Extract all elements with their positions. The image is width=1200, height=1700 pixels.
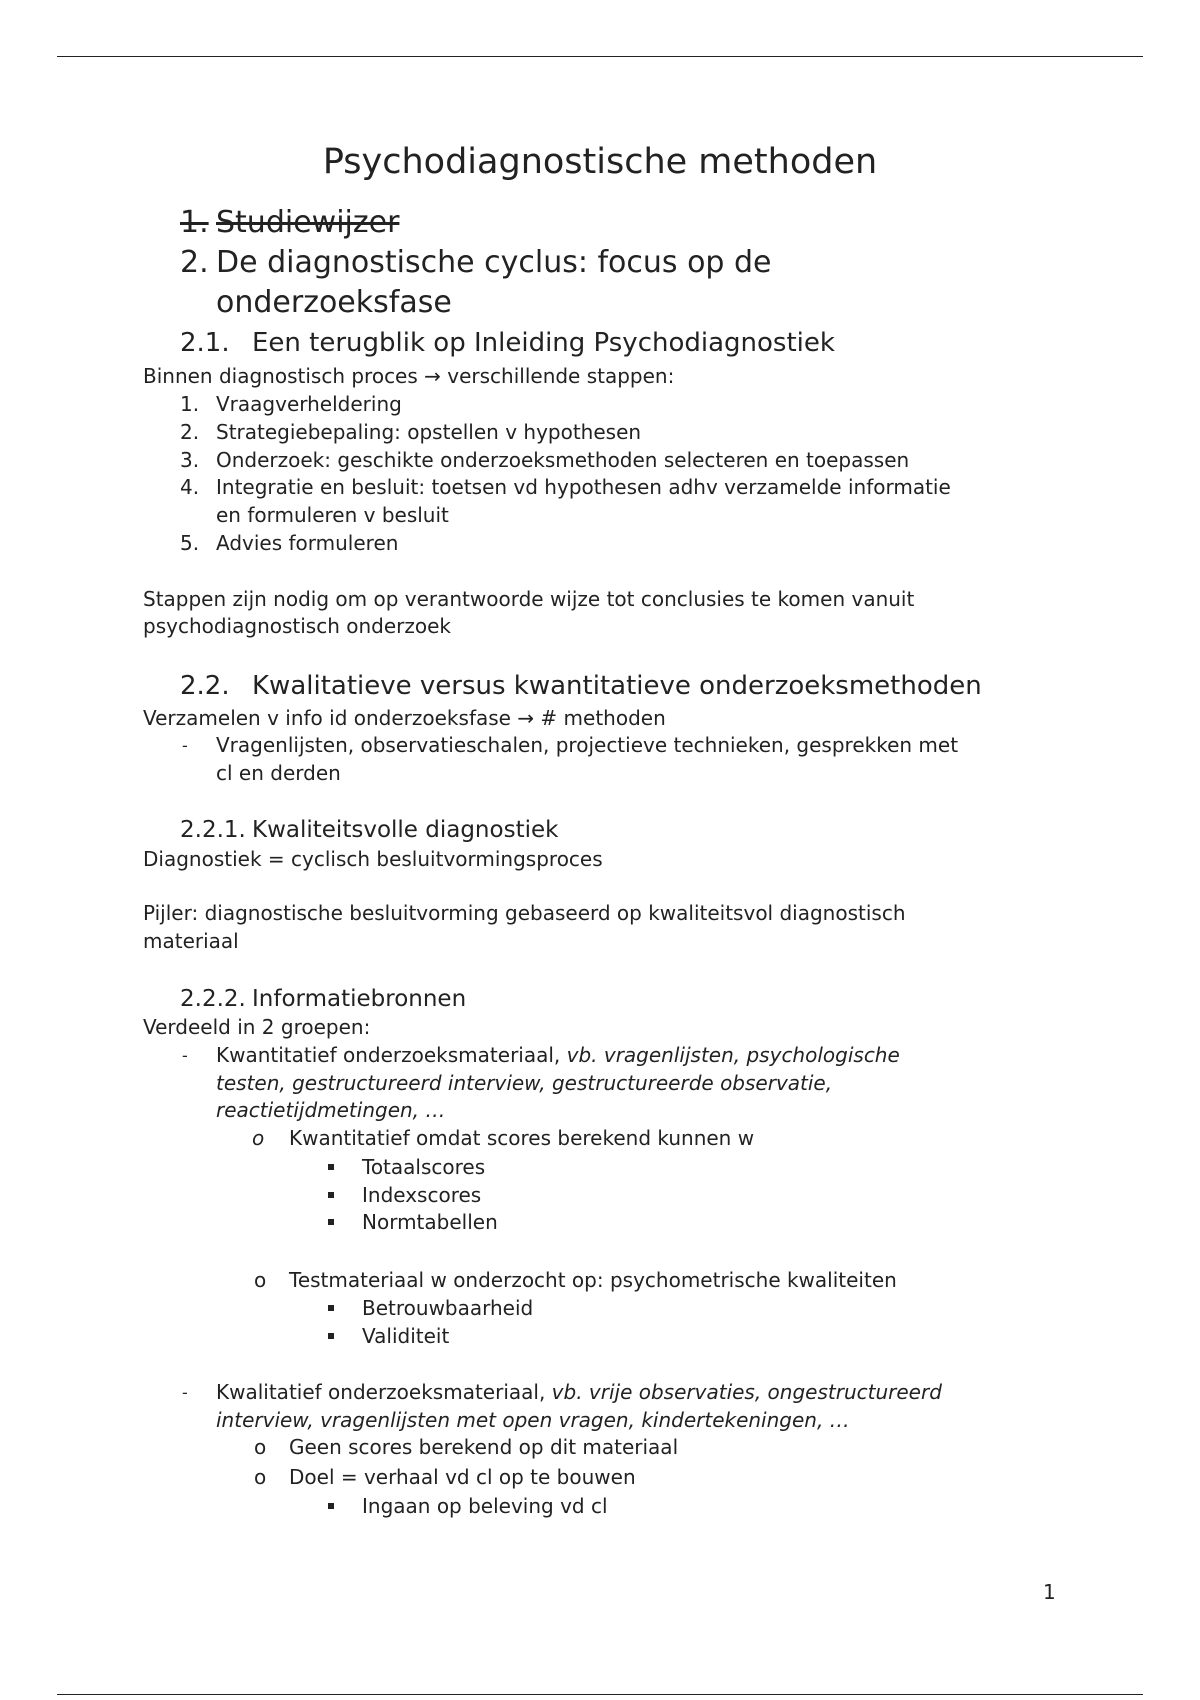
toc-item-2-label-line1: De diagnostische cyclus: focus op de [216, 245, 772, 280]
square-bullet [328, 1219, 334, 1225]
kwantitatief-item-normtabellen: Normtabellen [362, 1210, 498, 1234]
step-5-number: 5. [180, 531, 200, 555]
section-2-2-1-heading: Kwaliteitsvolle diagnostiek [252, 817, 559, 843]
kwalitatief-sub2: Doel = verhaal vd cl op te bouwen [289, 1465, 636, 1489]
circle-bullet: o [254, 1435, 267, 1459]
dash-bullet: - [182, 1046, 188, 1065]
step-3-text: Onderzoek: geschikte onderzoeksmethoden selecteren en toepassen [216, 448, 910, 472]
kwantitatief-line1 [216, 1045, 900, 1065]
toc-item-2-label-line2: onderzoeksfase [216, 285, 452, 320]
kwantitatief-lead: Kwantitatief onderzoeksmateriaal, [216, 1043, 567, 1067]
section-2-2-2-heading: Informatiebronnen [252, 986, 467, 1012]
section-2-2-bullet-line1: Vragenlijsten, observatieschalen, projectieve technieken, gesprekken met [216, 733, 959, 757]
kwalitatief-item-beleving: Ingaan op beleving vd cl [362, 1494, 608, 1518]
footer-rule [57, 1694, 1143, 1695]
step-3-number: 3. [180, 448, 200, 472]
section-2-2-2-intro: Verdeeld in 2 groepen: [143, 1015, 371, 1039]
dash-bullet: - [182, 1383, 188, 1402]
kwantitatief-item-validiteit: Validiteit [362, 1324, 450, 1348]
step-4-text-line2: en formuleren v besluit [216, 503, 449, 527]
section-2-2-1-line1: Diagnostiek = cyclisch besluitvormingsproces [143, 847, 603, 871]
step-1-number: 1. [180, 392, 200, 416]
step-4-number: 4. [180, 475, 200, 499]
kwalitatief-sub1: Geen scores berekend op dit materiaal [289, 1435, 679, 1459]
kwantitatief-item-indexscores: Indexscores [362, 1183, 482, 1207]
document-title: Psychodiagnostische methoden [322, 142, 878, 182]
kwantitatief-item-betrouwbaarheid: Betrouwbaarheid [362, 1296, 534, 1320]
circle-bullet: o [254, 1465, 267, 1489]
section-2-1-paragraph-line2: psychodiagnostisch onderzoek [143, 614, 451, 638]
toc-item-1-label: Studiewijzer [216, 205, 400, 240]
kwantitatief-sub2: Testmateriaal w onderzocht op: psychometrische kwaliteiten [289, 1268, 897, 1292]
section-2-1-heading: Een terugblik op Inleiding Psychodiagnostiek [252, 328, 835, 358]
kwantitatief-item-totaalscores: Totaalscores [362, 1155, 486, 1179]
step-1-text: Vraagverheldering [216, 392, 402, 416]
kwalitatief-line1 [216, 1382, 942, 1402]
section-2-2-heading: Kwalitatieve versus kwantitatieve onderzoeksmethoden [252, 671, 982, 701]
circle-bullet: o [252, 1126, 265, 1150]
step-5-text: Advies formuleren [216, 531, 399, 555]
page-number: 1 [1043, 1580, 1056, 1604]
section-2-1-paragraph-line1: Stappen zijn nodig om op verantwoorde wijze tot conclusies te komen vanuit [143, 587, 915, 611]
circle-bullet: o [254, 1268, 267, 1292]
step-2-text: Strategiebepaling: opstellen v hypothesen [216, 420, 642, 444]
kwantitatief-examples-3: reactietijdmetingen, … [216, 1098, 446, 1122]
section-2-1-number: 2.1. [180, 328, 230, 358]
square-bullet [328, 1192, 334, 1198]
square-bullet [328, 1333, 334, 1339]
toc-item-2 [180, 245, 209, 280]
dash-bullet: - [182, 736, 188, 755]
step-2-number: 2. [180, 420, 200, 444]
kwantitatief-examples-2: testen, gestructureerd interview, gestructureerde observatie, [216, 1071, 833, 1095]
header-rule [57, 56, 1143, 57]
kwantitatief-sub1: Kwantitatief omdat scores berekend kunnen w [289, 1126, 755, 1150]
section-2-2-2-number: 2.2.2. [180, 986, 246, 1012]
section-2-2-intro: Verzamelen v info id onderzoeksfase → # methoden [143, 706, 666, 730]
kwalitatief-lead: Kwalitatief onderzoeksmateriaal, [216, 1380, 552, 1404]
square-bullet [328, 1305, 334, 1311]
section-2-1-intro: Binnen diagnostisch proces → verschillende stappen: [143, 364, 675, 388]
section-2-2-bullet-line2: cl en derden [216, 761, 341, 785]
kwalitatief-examples-2: interview, vragenlijsten met open vragen, kindertekeningen, … [216, 1408, 850, 1432]
section-2-2-1-number: 2.2.1. [180, 817, 246, 843]
square-bullet [328, 1164, 334, 1170]
square-bullet [328, 1503, 334, 1509]
kwalitatief-examples-1: vb. vrije observaties, ongestructureerd [551, 1380, 942, 1404]
step-4-text: Integratie en besluit: toetsen vd hypothesen adhv verzamelde informatie [216, 475, 951, 499]
section-2-2-1-pijler-line2: materiaal [143, 929, 239, 953]
toc-item-2-number: 2. [180, 245, 209, 280]
section-2-2-number: 2.2. [180, 671, 230, 701]
toc-item-1-number: 1. [180, 205, 209, 240]
section-2-2-1-pijler-line1: Pijler: diagnostische besluitvorming gebaseerd op kwaliteitsvol diagnostisch [143, 901, 906, 925]
toc-item-1 [180, 205, 400, 240]
kwantitatief-examples-1: vb. vragenlijsten, psychologische [566, 1043, 900, 1067]
